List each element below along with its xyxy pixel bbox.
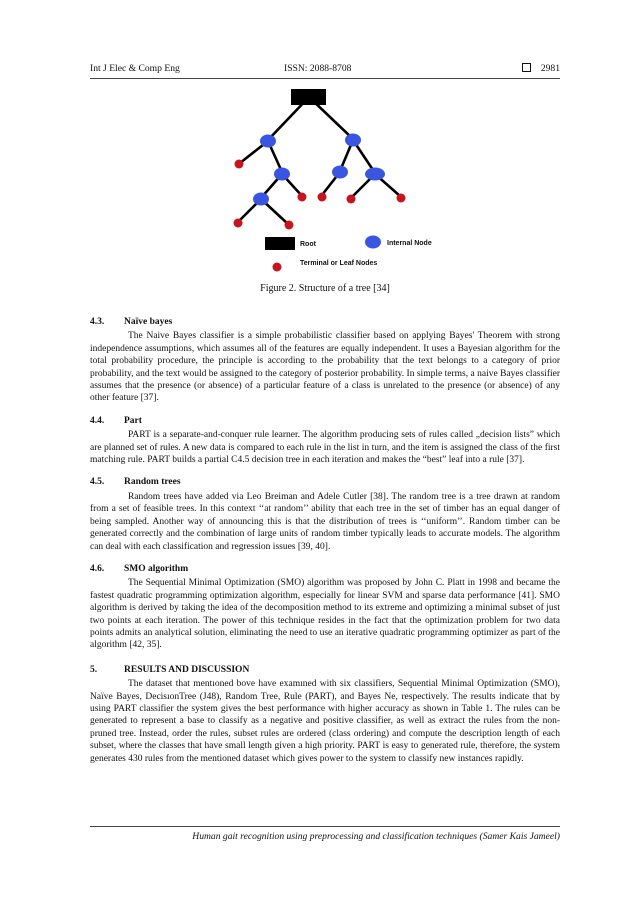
- section-naive-bayes: [90, 316, 560, 405]
- footer-rule: [90, 826, 560, 827]
- section-paragraph: The Sequential Minimal Optimization (SMO) algorithm was proposed by John C. Platt in 1998 and became the fastest quadratic programming optimization algorithm, especially for linear SVM and sparse data performance [41]. SMO algorithm is derived by taking the idea of the decomposition method to its extreme and optimizing a minimal subset of just two points at each iteration. The power of this technique resides in the fact that the optimization problem for two data points admits an analytical solution, eliminating the need to use an iterative quadratic programming optimizer as part of the algorithm [42, 35].: [90, 578, 560, 651]
- body-text: [90, 316, 560, 775]
- leaf-node: [298, 193, 307, 202]
- square-bullet-icon: [522, 63, 531, 72]
- section-heading: 4.6. SMO algorithm: [90, 563, 189, 574]
- section-heading: 4.3. Naïve bayes: [90, 317, 173, 327]
- section-part: [90, 415, 560, 467]
- root-node: [291, 89, 326, 105]
- internal-node: [365, 168, 385, 181]
- legend-leaf-swatch: [273, 263, 282, 272]
- section-paragraph: The dataset that mentıoned bove have examıned with six classifiers, Sequential Minimal Optimization (SMO), Naïve Bayes, DecisıonTree (J48), Random Tree, Rule (PART), and Bayes Ne, respectively. The results indicate that by using PART classifier the system gives the best performance with higher accuracy as shown in Table 1. The rules can be generated to represent a base to classify as a negative and positive classifier, as well as extract the rules from the non-pruned tree. Instead, order the rules, subset rules are ordered (class ordering) and compute the description length of each subset, where the classes that have small length given a high priority. PART is easy to generated rule, therefore, the system generates 430 rules from the mentioned dataset which gives power to the system to classify new instances rapidly.: [90, 679, 560, 764]
- legend-root-swatch: [265, 237, 295, 250]
- leaf-node: [397, 194, 406, 203]
- journal-name: Int J Elec & Comp Eng: [90, 63, 180, 74]
- leaf-node: [285, 221, 294, 230]
- figure-caption: Figure 2. Structure of a tree [34]: [260, 283, 390, 294]
- section-heading: 4.4. Part: [90, 415, 142, 426]
- tree-diagram: [90, 84, 560, 280]
- running-footer: Human gait recognition using preprocessing and classification techniques (Samer Kais Jameel): [192, 831, 560, 842]
- section-results: [90, 664, 560, 765]
- leaf-node: [347, 195, 356, 204]
- page-number-block: [522, 62, 560, 76]
- internal-node: [345, 134, 361, 147]
- page-number: 2981: [540, 63, 560, 74]
- running-header: [90, 62, 560, 76]
- leaf-node: [234, 219, 243, 228]
- legend-internal-label: Internal Node: [387, 240, 432, 247]
- internal-node: [332, 166, 348, 179]
- section-paragraph: PART is a separate-and-conquer rule learner. The algorithm producing sets of rules called „decision lists” which are planned set of rules. A new data is compared to each rule in the list in turn, and the item is assigned the class of the first matching rule. PART builds a partial C4.5 decision tree in each iteration and makes the “best” leaf into a rule [37].: [90, 430, 560, 466]
- legend-root-label: Root: [300, 241, 316, 248]
- section-heading: 4.5. Random trees: [90, 477, 181, 488]
- section-heading: 5. RESULTS AND DISCUSSION: [90, 664, 250, 675]
- section-paragraph: Random trees have added via Leo Breiman and Adele Cutler [38]. The random tree is a tree drawn at random from a set of feasible trees. In this context ‘‘at random’’ ability that each tree in the set of timber has an equal danger of being sampled. Another way of announcing this is that the distribution of trees is ‘‘uniform’’. Random timber can be generated correctly and the combination of large units of random timber typically leads to accurate models. The algorithm can deal with each classification and regression issues [39, 40].: [90, 491, 560, 552]
- internal-node: [274, 168, 290, 181]
- tree-figure: [90, 84, 560, 280]
- section-paragraph: The Naive Bayes classifier is a simple probabilistic classifier based on applying Bayes' Theorem with strong independence assumptions, which assumes all of the features are equally independent. It uses a Bayesian algorithm for the total probability procedure, the principle is according to the probability that the text belongs to a category of prior probability, and the text would be assigned to the category of posterior probability. In simple terms, a naive Bayes classifier assumes that the presence (or absence) of a particular feature of a class is unrelated to the presence (or absence) of any other feature [37].: [90, 331, 560, 404]
- leaf-node: [235, 160, 244, 169]
- section-random-trees: [90, 476, 560, 552]
- legend-leaf-label: Terminal or Leaf Nodes: [300, 260, 378, 267]
- internal-node: [260, 135, 276, 148]
- section-smo: [90, 563, 560, 652]
- leaf-node: [318, 193, 327, 202]
- figure-legend: [265, 236, 432, 272]
- issn: ISSN: 2088-8708: [284, 63, 352, 74]
- internal-node: [253, 193, 269, 206]
- header-rule: [90, 78, 560, 79]
- legend-internal-swatch: [365, 236, 381, 249]
